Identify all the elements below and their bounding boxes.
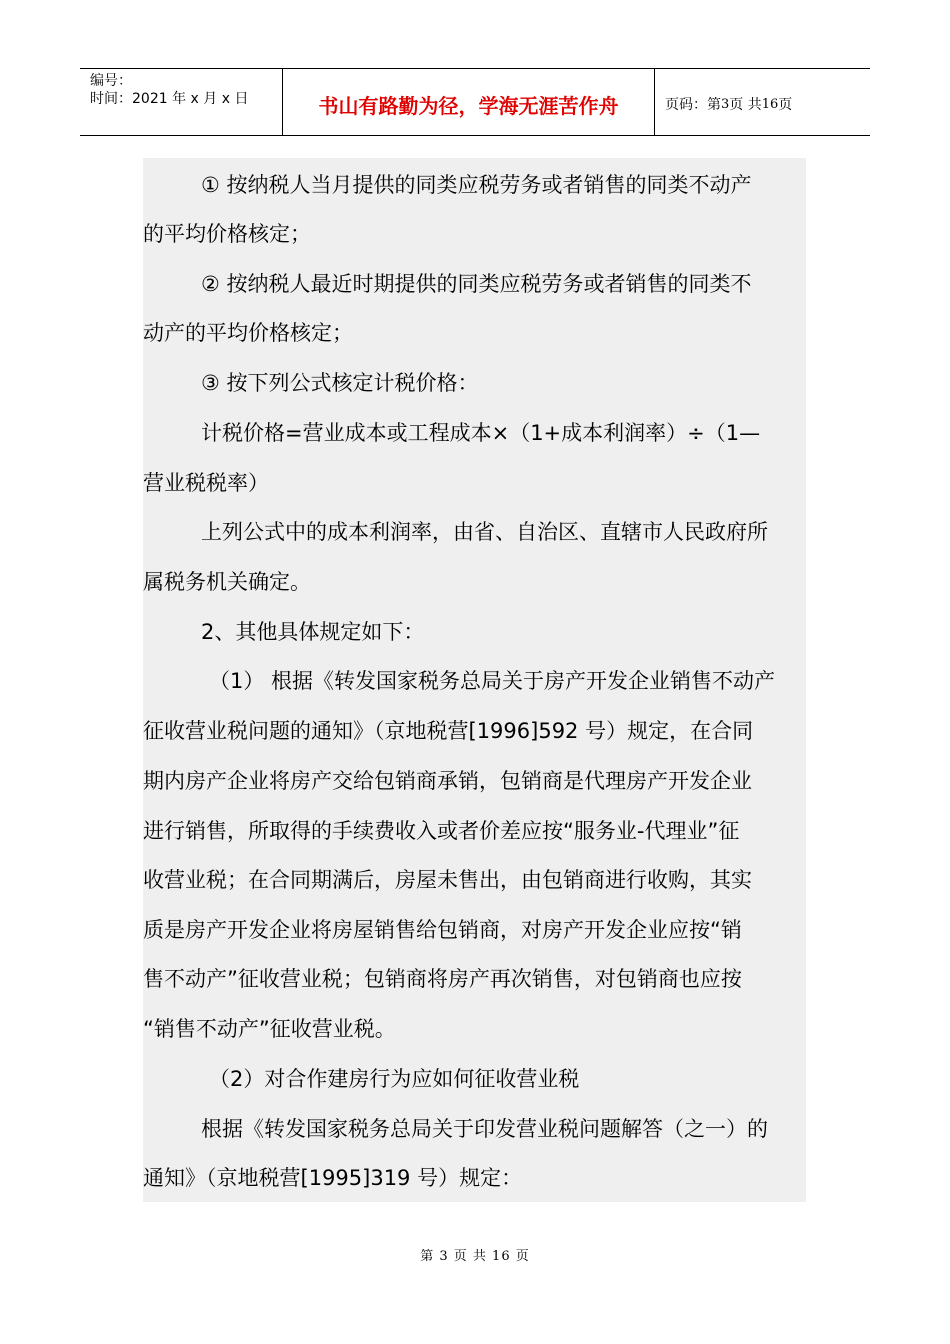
serial-label: 编号： (90, 73, 132, 89)
body-line: ③ 按下列公式核定计税价格： (201, 371, 479, 395)
body-line: （2）对合作建房行为应如何征收营业税 (209, 1067, 580, 1091)
body-line: 质是房产开发企业将房屋销售给包销商，对房产开发企业应按“销 (143, 918, 742, 942)
page-prefix: 页码：第 (665, 97, 721, 113)
page-total: 16 (761, 96, 779, 112)
date-line: 时间：2021 年 x 月 x 日 (90, 91, 249, 107)
body-line: （1） 根据《转发国家税务总局关于房产开发企业销售不动产 (209, 669, 776, 693)
body-line: 收营业税；在合同期满后，房屋未售出，由包销商进行收购，其实 (143, 868, 752, 892)
body-line: 根据《转发国家税务总局关于印发营业税问题解答（之一）的 (201, 1117, 768, 1141)
body-line: 进行销售，所取得的手续费收入或者价差应按“服务业-代理业”征 (143, 819, 740, 843)
page-mid: 页 共 (729, 97, 762, 113)
body-line: 动产的平均价格核定； (143, 321, 353, 345)
page-current: 3 (721, 96, 730, 112)
document-body (143, 158, 806, 1202)
body-line: 上列公式中的成本利润率，由省、自治区、直辖市人民政府所 (201, 520, 768, 544)
header-meta (80, 69, 283, 135)
body-line: 属税务机关确定。 (143, 570, 311, 594)
body-line: 的平均价格核定； (143, 222, 311, 246)
page-suffix: 页 (778, 97, 793, 113)
body-line: 售不动产”征收营业税；包销商将房产再次销售，对包销商也应按 (143, 967, 742, 991)
body-line: 通知》（京地税营[1995]319 号）规定： (143, 1166, 523, 1190)
body-line: 征收营业税问题的通知》（京地税营[1996]592 号）规定，在合同 (143, 719, 754, 743)
body-line: 2、其他具体规定如下： (201, 620, 425, 644)
body-line: ② 按纳税人最近时期提供的同类应税劳务或者销售的同类不 (201, 272, 752, 296)
body-line: 期内房产企业将房产交给包销商承销，包销商是代理房产开发企业 (143, 769, 752, 793)
page-header (80, 68, 870, 136)
header-page-number (655, 69, 870, 135)
body-line: “销售不动产”征收营业税。 (143, 1017, 396, 1041)
body-line: 营业税税率） (143, 471, 269, 495)
body-line: 计税价格=营业成本或工程成本×（1+成本利润率）÷（1— (201, 421, 761, 445)
header-motto: 书山有路勤为径，学海无涯苦作舟 (283, 69, 655, 135)
body-line: ① 按纳税人当月提供的同类应税劳务或者销售的同类不动产 (201, 173, 752, 197)
page-footer: 第 3 页 共 16 页 (420, 1249, 530, 1264)
